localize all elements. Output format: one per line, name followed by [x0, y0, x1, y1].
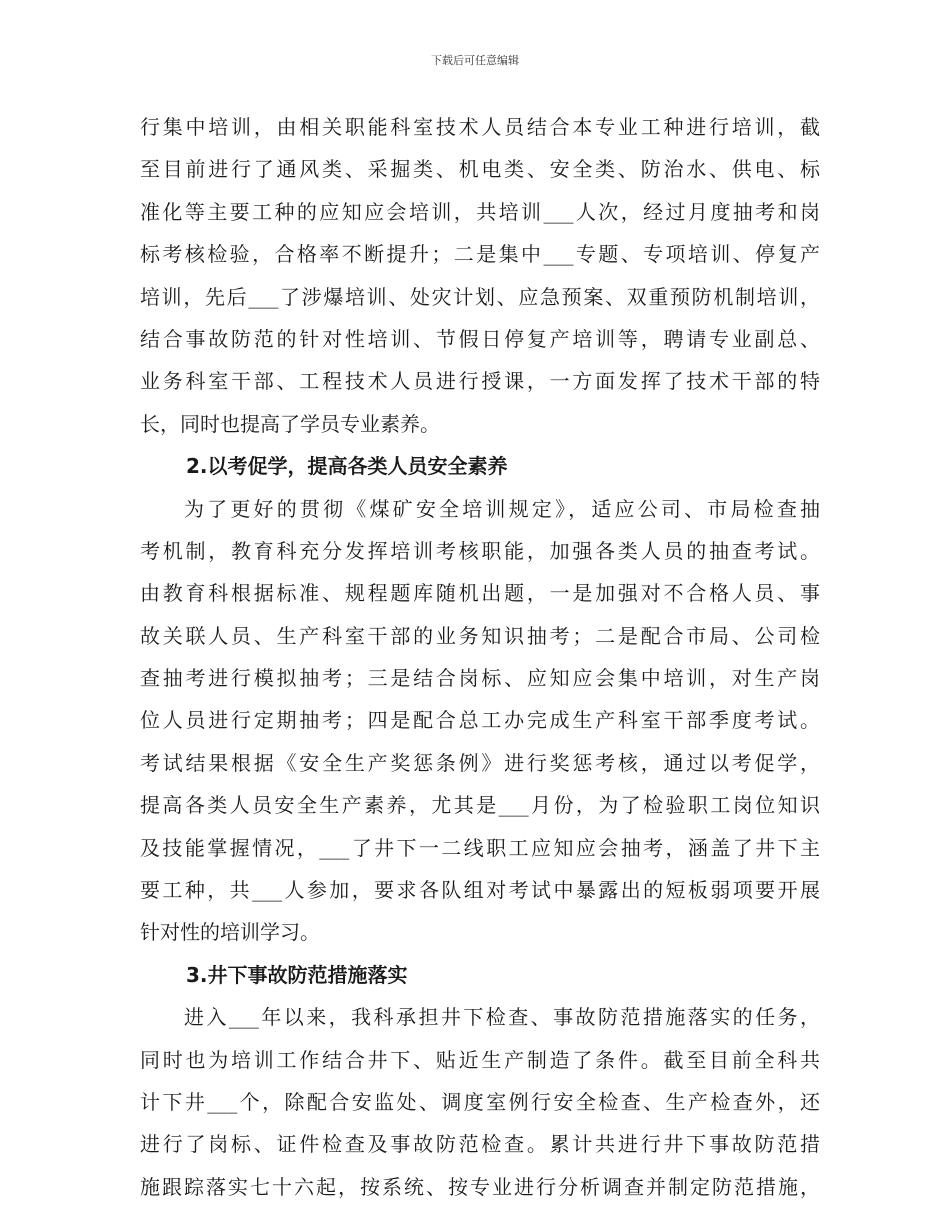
paragraph-line: 业务科室干部、工程技术人员进行授课，一方面发挥了技术干部的特 [140, 369, 820, 394]
paragraph-line: 培训，先后___了涉爆培训、处灾计划、应急预案、双重预防机制培训， [140, 284, 820, 309]
paragraph-line: 施跟踪落实七十六起，按系统、按专业进行分析调查并制定防范措施， [140, 1174, 820, 1199]
paragraph-line: 要工种，共___人参加，要求各队组对考试中暴露出的短板弱项要开展 [140, 878, 820, 903]
section-heading: 3.井下事故防范措施落实 [186, 962, 408, 987]
paragraph-line: 至目前进行了通风类、采掘类、机电类、安全类、防治水、供电、标 [140, 157, 820, 182]
paragraph-line: 长，同时也提高了学员专业素养。 [140, 411, 440, 436]
page-header: 下载后可任意编辑 [431, 54, 519, 67]
paragraph-line: 准化等主要工种的应知应会培训，共培训___人次，经过月度抽考和岗 [140, 199, 820, 224]
paragraph-line: 同时也为培训工作结合井下、贴近生产制造了条件。截至目前全科共 [140, 1047, 820, 1072]
paragraph-line: 提高各类人员安全生产素养，尤其是___月份，为了检验职工岗位知识 [140, 793, 820, 818]
paragraph-line: 针对性的培训学习。 [140, 920, 320, 945]
paragraph-line: 计下井___个，除配合安监处、调度室例行安全检查、生产检查外，还 [140, 1089, 820, 1114]
paragraph-line: 为了更好的贯彻《煤矿安全培训规定》，适应公司、市局检查抽 [184, 496, 820, 521]
paragraph-line: 进行了岗标、证件检查及事故防范检查。累计共进行井下事故防范措 [140, 1132, 820, 1157]
paragraph-line: 结合事故防范的针对性培训、节假日停复产培训等，聘请专业副总、 [140, 326, 820, 351]
paragraph-line: 进入___年以来，我科承担井下检查、事故防范措施落实的任务， [184, 1005, 820, 1030]
paragraph-line: 位人员进行定期抽考；四是配合总工办完成生产科室干部季度考试。 [140, 708, 820, 733]
paragraph-line: 查抽考进行模拟抽考；三是结合岗标、应知应会集中培训，对生产岗 [140, 666, 820, 691]
paragraph-line: 行集中培训，由相关职能科室技术人员结合本专业工种进行培训，截 [140, 115, 820, 139]
paragraph-line: 考试结果根据《安全生产奖惩条例》进行奖惩考核，通过以考促学， [140, 750, 820, 775]
paragraph-line: 考机制，教育科充分发挥培训考核职能，加强各类人员的抽查考试。 [140, 538, 820, 563]
paragraph-line: 由教育科根据标准、规程题库随机出题，一是加强对不合格人员、事 [140, 581, 820, 606]
paragraph-line: 故关联人员、生产科室干部的业务知识抽考；二是配合市局、公司检 [140, 623, 820, 648]
paragraph-line: 标考核检验，合格率不断提升；二是集中___专题、专项培训、停复产 [140, 242, 820, 267]
section-heading: 2.以考促学，提高各类人员安全素养 [186, 454, 508, 479]
paragraph-line: 及技能掌握情况，___了井下一二线职工应知应会抽考，涵盖了井下主 [140, 835, 820, 860]
document-body [140, 106, 820, 1208]
